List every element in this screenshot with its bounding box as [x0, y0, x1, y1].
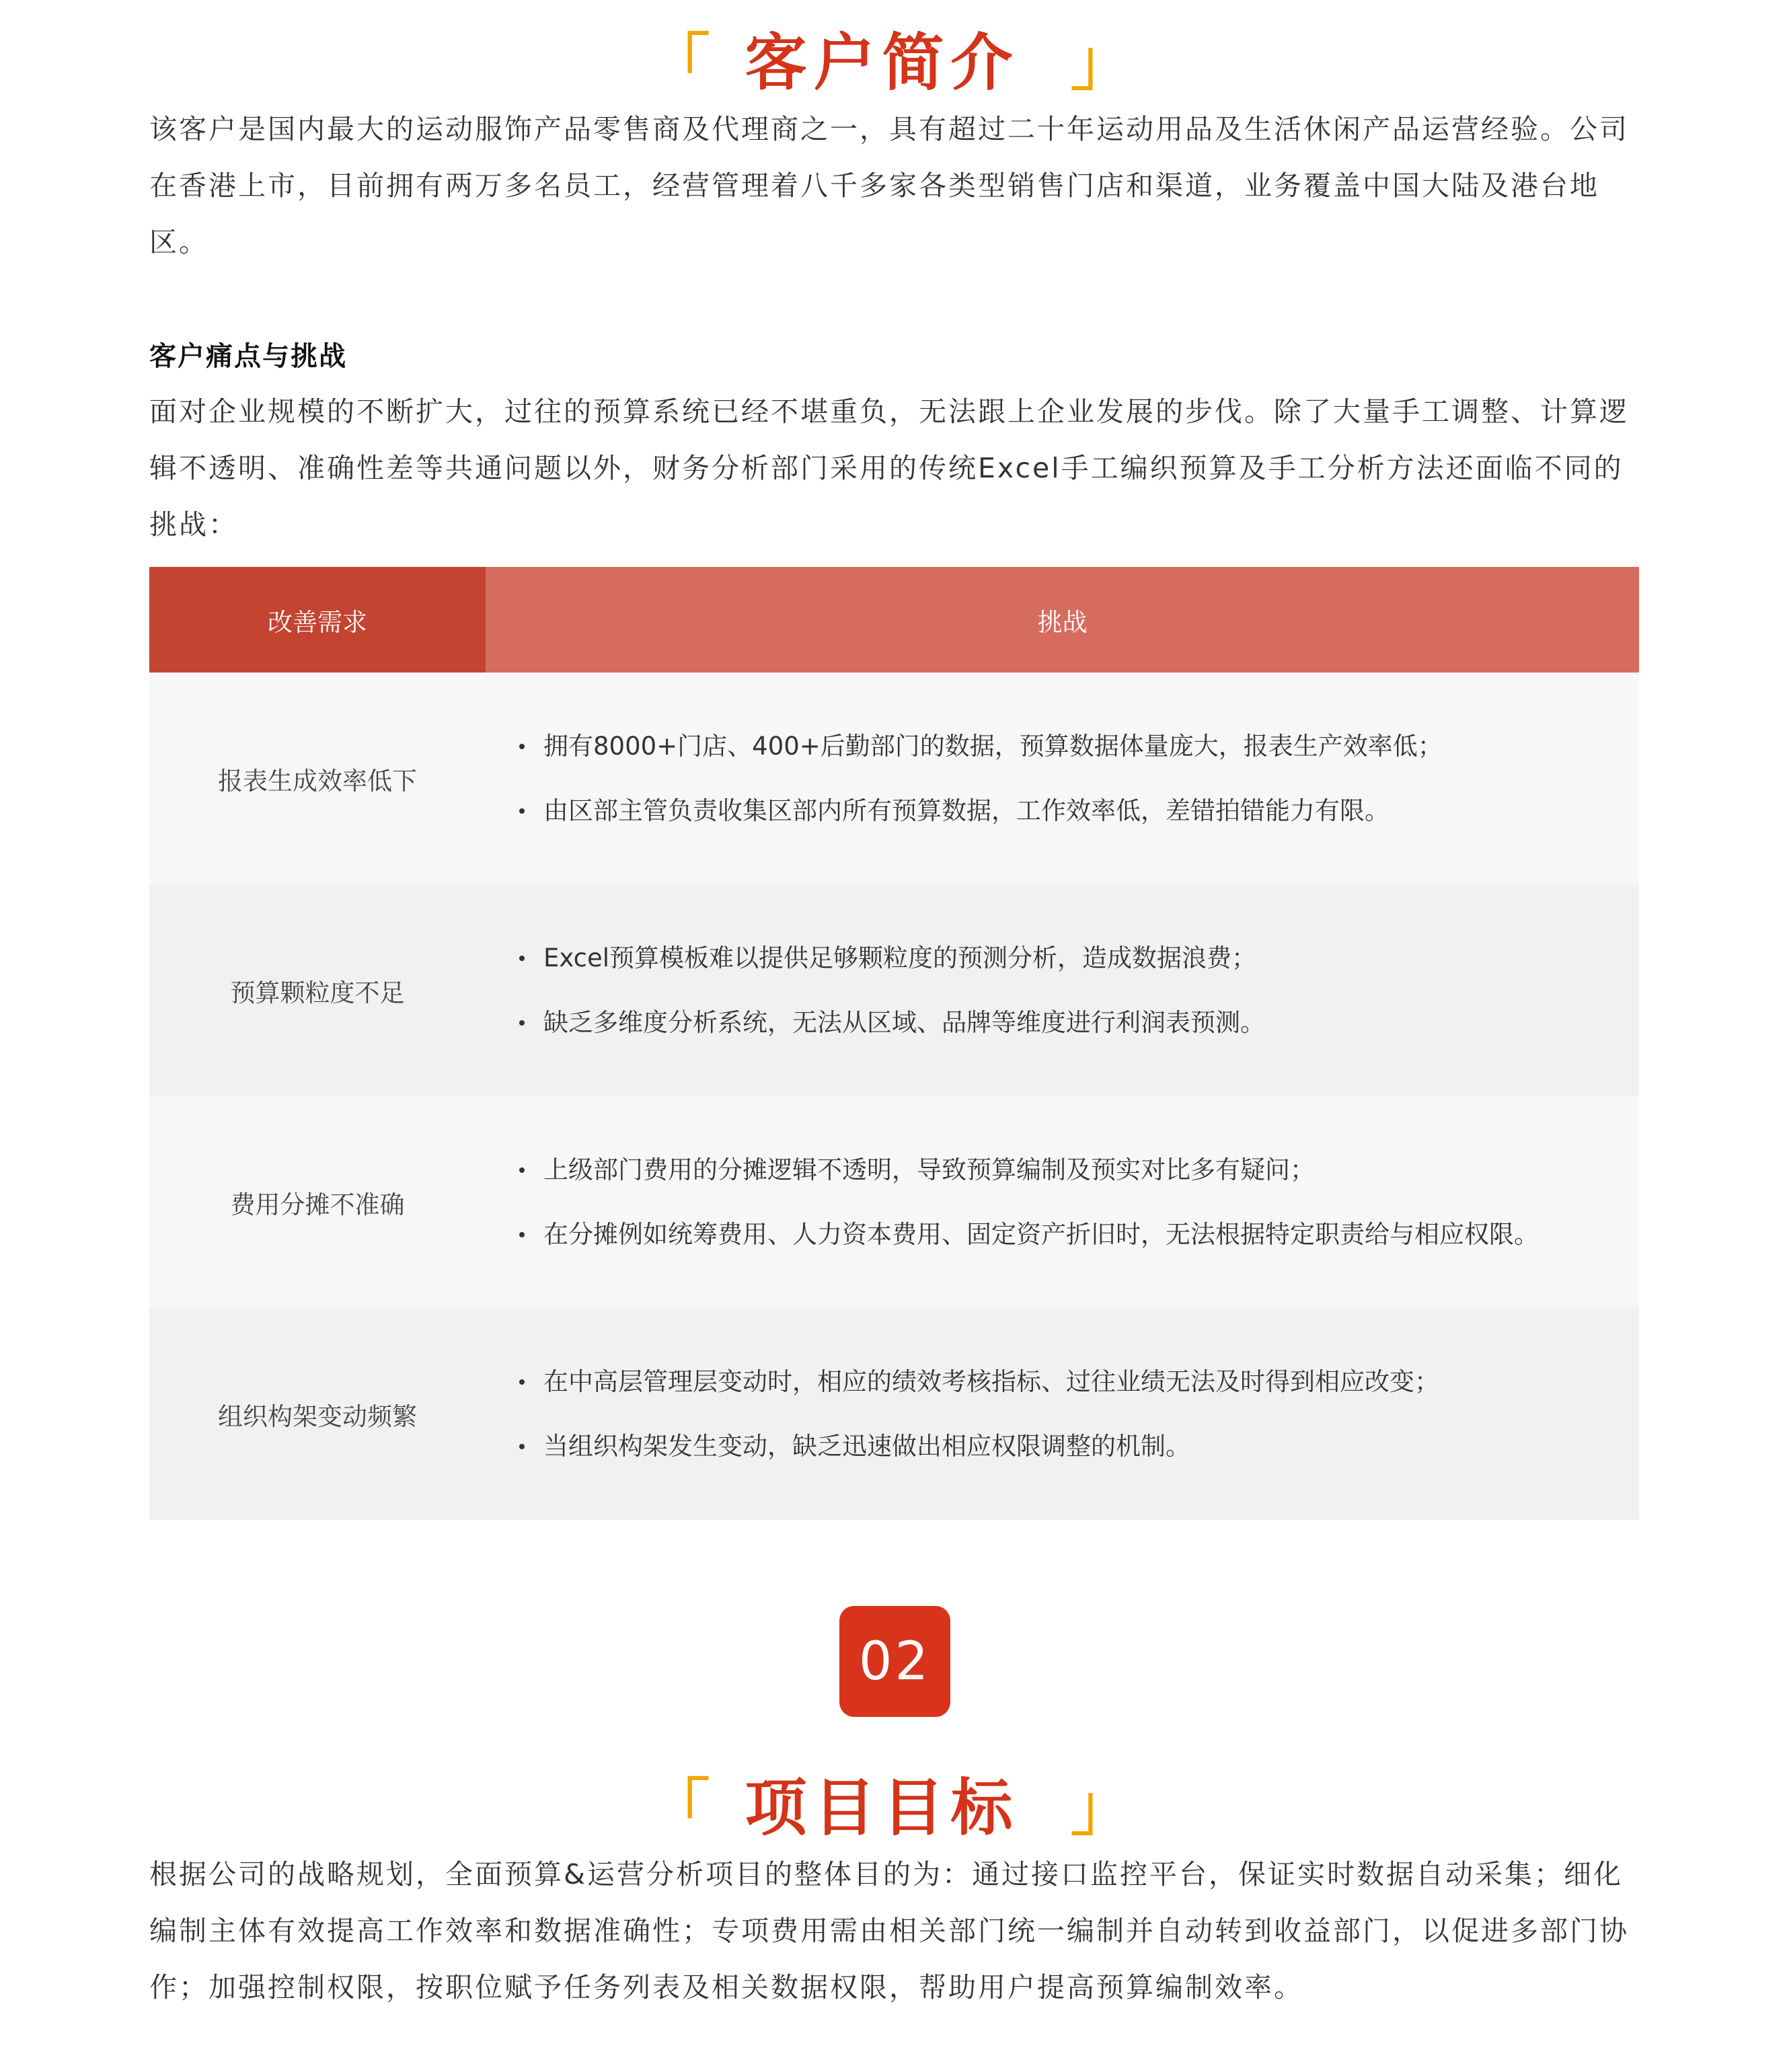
row-challenges	[486, 1308, 1639, 1520]
section-title-project-goals	[0, 1759, 1787, 1847]
challenge-bullet	[519, 795, 1639, 827]
bullet-text: 在中高层管理层变动时，相应的绩效考核指标、过往业绩无法及时得到相应改变；	[543, 1367, 1439, 1396]
row-challenges	[486, 673, 1639, 884]
project-goals-paragraph: 根据公司的战略规划，全面预算&运营分析项目的整体目的为：通过接口监控平台，保证实时数据自动采集；细化编制主体有效提高工作效率和数据准确性；专项费用需由相关部门统一编制并自动转到收益部门，以促进多部门协作；加强控制权限，按职位赋予任务列表及相关数据权限，帮助用户提高预算编制效率。	[149, 1858, 1629, 2003]
bullet-dot-icon	[519, 956, 525, 961]
row-challenges	[486, 884, 1639, 1096]
bullet-dot-icon	[519, 1020, 525, 1026]
header-improvement-needs: 改善需求	[149, 567, 486, 673]
section-title-text: 客户简介	[745, 27, 1020, 99]
bullet-dot-icon	[519, 1232, 525, 1237]
bracket-close: 」	[1070, 1772, 1139, 1844]
bullet-text: 缺乏多维度分析系统，无法从区域、品牌等维度进行利润表预测。	[543, 1007, 1265, 1037]
bullet-dot-icon	[519, 1444, 525, 1449]
challenge-bullet	[519, 1007, 1639, 1039]
row-need: 报表生成效率低下	[218, 766, 417, 796]
challenge-bullet	[519, 1430, 1639, 1463]
table-row	[149, 1096, 1639, 1308]
challenge-bullet	[519, 1366, 1639, 1398]
pain-points-subheading: 客户痛点与挑战	[149, 341, 347, 372]
header-challenges: 挑战	[486, 567, 1639, 673]
pain-points-paragraph: 面对企业规模的不断扩大，过往的预算系统已经不堪重负，无法跟上企业发展的步伐。除了大量手工调整、计算逻辑不透明、准确性差等共通问题以外，财务分析部门采用的传统Excel手工编织预算及手工分析方法还面临不同的挑战：	[149, 395, 1629, 541]
table-row	[149, 1308, 1639, 1520]
customer-intro-paragraph: 该客户是国内最大的运动服饰产品零售商及代理商之一，具有超过二十年运动用品及生活休闲产品运营经验。公司在香港上市，目前拥有两万多名员工，经营管理着八千多家各类型销售门店和渠道，业务覆盖中国大陆及港台地区。	[149, 113, 1629, 258]
bullet-dot-icon	[519, 1167, 525, 1173]
bracket-open: 「	[648, 27, 717, 99]
section-number-badge: 02	[839, 1606, 950, 1717]
bullet-dot-icon	[519, 808, 525, 814]
bullet-text: 当组织构架发生变动，缺乏迅速做出相应权限调整的机制。	[543, 1431, 1190, 1461]
row-need: 组织构架变动频繁	[218, 1402, 417, 1431]
challenge-bullet	[519, 1154, 1639, 1186]
bullet-dot-icon	[519, 744, 525, 749]
table-header	[149, 567, 1639, 673]
bullet-text: 上级部门费用的分摊逻辑不透明，导致预算编制及预实对比多有疑问；	[543, 1155, 1315, 1184]
row-need: 预算颗粒度不足	[230, 978, 405, 1007]
challenge-bullet	[519, 942, 1639, 974]
challenges-table	[149, 567, 1639, 1520]
bullet-text: 拥有8000+门店、400+后勤部门的数据，预算数据体量庞大，报表生产效率低；	[543, 731, 1443, 761]
challenge-bullet	[519, 730, 1639, 763]
row-challenges	[486, 1096, 1639, 1308]
table-row	[149, 884, 1639, 1096]
section-title-customer-intro	[0, 13, 1787, 102]
bullet-text: 在分摊例如统筹费用、人力资本费用、固定资产折旧时，无法根据特定职责给与相应权限。	[543, 1219, 1539, 1249]
section-title-text: 项目目标	[745, 1772, 1020, 1844]
bullet-text: Excel预算模板难以提供足够颗粒度的预测分析，造成数据浪费；	[543, 943, 1257, 972]
bracket-close: 」	[1070, 27, 1139, 99]
table-row	[149, 673, 1639, 884]
bracket-open: 「	[648, 1772, 717, 1844]
bullet-text: 由区部主管负责收集区部内所有预算数据，工作效率低，差错拍错能力有限。	[543, 796, 1390, 825]
row-need: 费用分摊不准确	[230, 1190, 405, 1219]
challenge-bullet	[519, 1219, 1639, 1251]
bullet-dot-icon	[519, 1379, 525, 1385]
